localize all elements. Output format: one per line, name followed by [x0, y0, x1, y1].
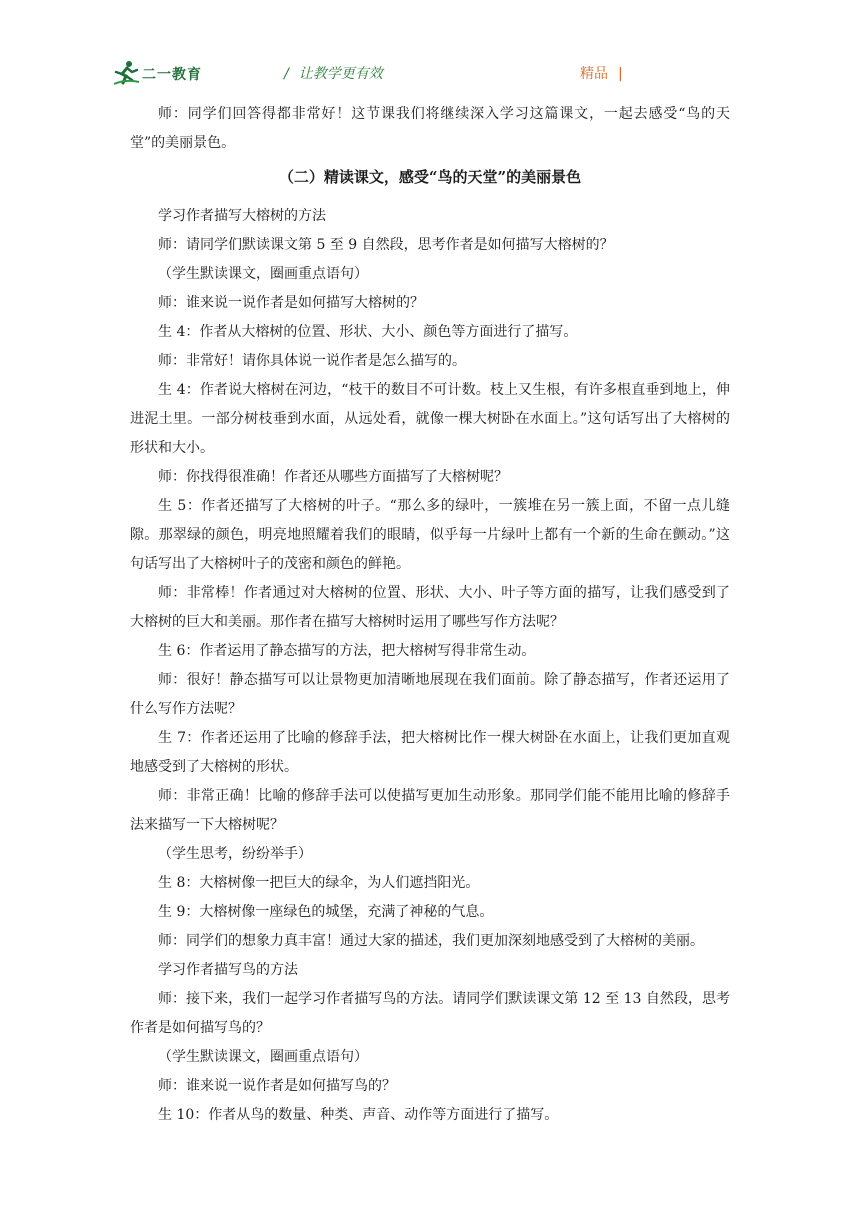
- logo: [112, 60, 232, 86]
- logo-text: 二一教育: [142, 67, 202, 83]
- paragraph: 生 10：作者从鸟的数量、种类、声音、动作等方面进行了描写。: [158, 1107, 559, 1123]
- paragraph: 学习作者描写鸟的方法: [158, 962, 298, 978]
- paragraph: 师：非常正确！比喻的修辞手法可以使描写更加生动形象。那同学们能不能用比喻的修辞手法来描写一下大榕树呢？: [130, 788, 730, 833]
- page-header: [0, 0, 860, 100]
- paragraph: 师：很好！静态描写可以让景物更加清晰地展现在我们面前。除了静态描写，作者还运用了什么写作方法呢？: [130, 672, 730, 717]
- paragraph: 生 8：大榕树像一把巨大的绿伞，为人们遮挡阳光。: [158, 875, 480, 891]
- paragraph: 师：谁来说一说作者是如何描写鸟的？: [158, 1078, 396, 1094]
- quality-tag: [580, 63, 623, 83]
- paragraph: 师：同学们的想象力真丰富！通过大家的描述，我们更加深刻地感受到了大榕树的美丽。: [158, 933, 704, 949]
- paragraph: 师：接下来，我们一起学习作者描写鸟的方法。请同学们默读课文第 12 至 13 自然段，思考作者是如何描写鸟的？: [130, 991, 730, 1036]
- paragraph: 师：非常好！请你具体说一说作者是怎么描写的。: [158, 353, 466, 369]
- paragraph: （学生默读课文，圈画重点语句）: [158, 1049, 368, 1065]
- slogan-text: 让教学更有效: [298, 66, 383, 82]
- paragraph: 生 6：作者运用了静态描写的方法，把大榕树写得非常生动。: [158, 643, 536, 659]
- paragraph: 生 7：作者还运用了比喻的修辞手法，把大榕树比作一棵大树卧在水面上，让我们更加直观地感受到了大榕树的形状。: [130, 730, 730, 775]
- section-title: （二）精读课文，感受“鸟的天堂”的美丽景色: [278, 168, 582, 186]
- paragraph: （学生思考，纷纷举手）: [158, 846, 312, 862]
- slogan: [284, 63, 383, 83]
- paragraph: 师：谁来说一说作者是如何描写大榕树的？: [158, 295, 424, 311]
- paragraph: 生 9：大榕树像一座绿色的城堡，充满了神秘的气息。: [158, 904, 494, 920]
- paragraph: 师：同学们回答得都非常好！这节课我们将继续深入学习这篇课文，一起去感受“鸟的天堂”的美丽景色。: [130, 106, 730, 151]
- slogan-slash: /: [284, 66, 289, 82]
- paragraph: 学习作者描写大榕树的方法: [158, 208, 326, 224]
- paragraph: 生 4：作者说大榕树在河边，“枝干的数目不可计数。枝上又生根，有许多根直垂到地上，伸进泥土里。一部分树枝垂到水面，从远处看，就像一棵大树卧在水面上。”这句话写出了大榕树的形状和大小。: [130, 382, 730, 456]
- quality-tag-text: 精品: [580, 66, 608, 82]
- quality-tag-bar: |: [618, 66, 623, 82]
- runner-icon: [112, 60, 140, 86]
- paragraph: （学生默读课文，圈画重点语句）: [158, 266, 368, 282]
- paragraph: 生 4：作者从大榕树的位置、形状、大小、颜色等方面进行了描写。: [158, 324, 578, 340]
- paragraph: 生 5：作者还描写了大榕树的叶子。“那么多的绿叶，一簇堆在另一簇上面，不留一点儿缝隙。那翠绿的颜色，明亮地照耀着我们的眼睛，似乎每一片绿叶上都有一个新的生命在颤动。”这句话写出了大榕树叶子的茂密和颜色的鲜艳。: [130, 498, 730, 572]
- paragraph: 师：你找得很准确！作者还从哪些方面描写了大榕树呢？: [158, 469, 508, 485]
- paragraph: 师：非常棒！作者通过对大榕树的位置、形状、大小、叶子等方面的描写，让我们感受到了大榕树的巨大和美丽。那作者在描写大榕树时运用了哪些写作方法呢？: [130, 585, 730, 630]
- paragraph: 师：请同学们默读课文第 5 至 9 自然段，思考作者是如何描写大榕树的？: [158, 237, 614, 253]
- document-body: [130, 100, 730, 1130]
